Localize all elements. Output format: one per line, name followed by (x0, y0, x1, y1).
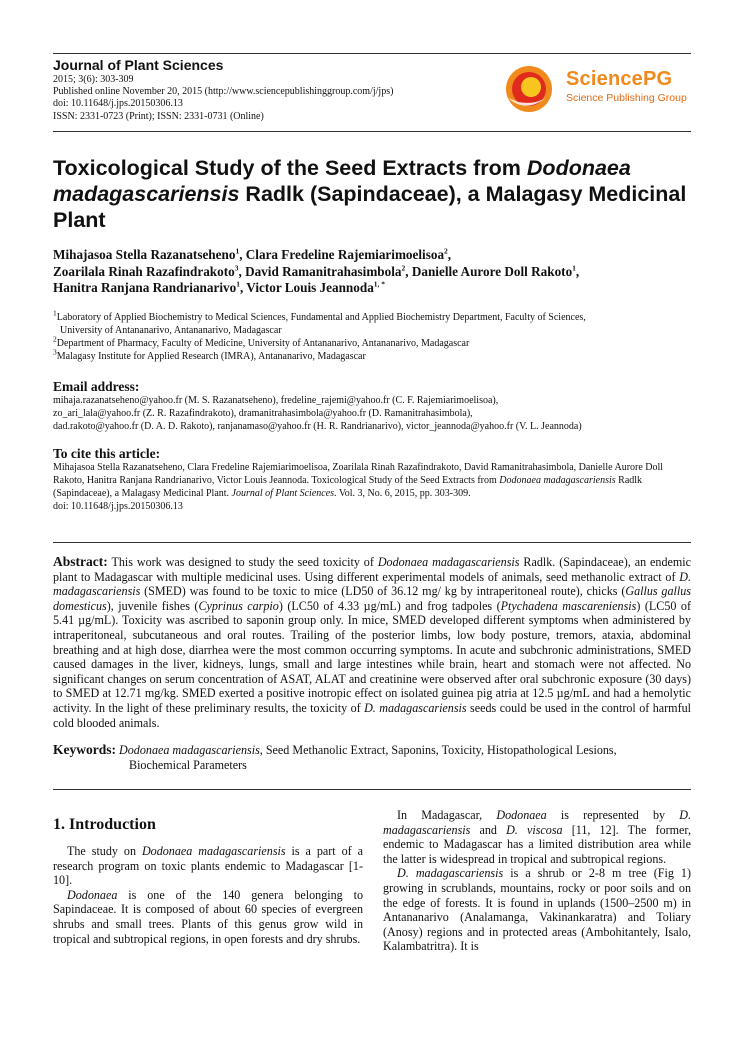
affiliation-number: 1 (53, 308, 57, 318)
keyword-list: , Seed Methanolic Extract, Saponins, Toxicity, Histopathological Lesions, (259, 743, 617, 757)
citation-text: Mihajasoa Stella Razanatseheno, Clara Fredeline Rajemiarimoelisoa, Zoarilala Rinah Razafindrakoto, David Ramanitrahasimbola, Danielle Aurore Doll Rakoto, Hanitra Ranjana Randrianarivo, Victor Louis Jeannoda. Toxicological Study of the Seed Extracts from Dodonaea madagascariensis Radlk (Sapindaceae), a Malagasy Medicinal Plant. Journal of Plant Sciences. Vol. 3, No. 6, 2015, pp. 303-309. (53, 462, 664, 499)
citation-doi: doi: 10.11648/j.jps.20150306.13 (53, 501, 183, 512)
citation-section (53, 446, 693, 513)
keyword-list-cont: Biochemical Parameters (129, 757, 247, 772)
author-separator: , (238, 263, 246, 279)
affiliation-text: Malagasy Institute for Applied Research (IMRA), Antananarivo, Madagascar (56, 351, 366, 362)
logo-subtitle: Science Publishing Group (566, 92, 687, 104)
header-bottom-rule (53, 131, 691, 132)
email-heading: Email address: (53, 379, 140, 394)
issn: ISSN: 2331-0723 (Print); ISSN: 2331-0731 (Online) (53, 110, 264, 122)
author: Victor Louis Jeannoda (246, 280, 374, 295)
author-list (53, 247, 693, 297)
affiliations (53, 308, 693, 363)
email-section (53, 379, 693, 433)
title-species: Dodonaea madagascariensis (53, 156, 631, 206)
intro-column-right (383, 808, 691, 954)
affiliation-number: 3 (53, 347, 57, 357)
author: Hanitra Ranjana Randrianarivo (53, 280, 237, 295)
intro-paragraph: Dodonaea is one of the 140 genera belonging to Sapindaceae. It is composed of about 60 species of evergreen shrubs and small trees. Plants of this genus grow wild in tropical and subtropical regions, in open forests and dry shrubs. (53, 887, 363, 946)
header-doi: doi: 10.11648/j.jps.20150306.13 (53, 98, 183, 110)
author-affiliation-mark: 2 (444, 246, 448, 256)
keywords-label: Keywords: (53, 742, 116, 757)
header-top-rule (53, 53, 691, 54)
affiliation-number: 2 (53, 334, 57, 344)
abstract-bottom-rule (53, 789, 691, 790)
title-text-end: Radlk (Sapindaceae), a Malagasy Medicinal Plant (53, 182, 687, 232)
journal-issue: 2015; 3(6): 303-309 (53, 74, 134, 85)
abstract-top-rule (53, 542, 691, 543)
intro-paragraph: In Madagascar, Dodonaea is represented by D. madagascariensis and D. viscosa [11, 12]. The former, endemic to Madagascar has a limited distribution area while the latter is widespread in tropical and subtropical regions. (383, 808, 691, 866)
email-line: dad.rakoto@yahoo.fr (D. A. D. Rakoto), ranjanamaso@yahoo.fr (H. R. Randrianarivo), victor_jeannoda@yahoo.fr (V. L. Jeannoda) (53, 421, 582, 432)
intro-heading: 1. Introduction (53, 816, 156, 833)
keyword-species: Dodonaea madagascariensis (119, 743, 260, 757)
sciencepg-logo-icon (500, 62, 560, 114)
journal-name: Journal of Plant Sciences (53, 57, 224, 73)
author-separator: , (239, 280, 247, 295)
author-separator: , (405, 263, 412, 279)
email-line: zo_ari_lala@yahoo.fr (Z. R. Razafindrakoto), dramanitrahasimbola@yahoo.fr (D. Ramanitrahasimbola), (53, 408, 473, 419)
author-affiliation-mark: 1 (572, 263, 576, 273)
sciencepg-logo (500, 62, 695, 114)
author: Zoarilala Rinah Razafindrakoto (53, 263, 235, 279)
author: Clara Fredeline Rajemiarimoelisoa (245, 247, 445, 262)
affiliation-text-cont: University of Antananarivo, Antananarivo, Madagascar (60, 325, 282, 336)
affiliation-text: Department of Pharmacy, Faculty of Medicine, University of Antananarivo, Antananarivo, Madagascar (56, 338, 470, 349)
author: Danielle Aurore Doll Rakoto (411, 263, 573, 279)
intro-paragraph: The study on Dodonaea madagascariensis is a part of a research program on toxic plants endemic to Madagascar [1-10]. (53, 844, 363, 888)
title-text: Toxicological Study of the Seed Extracts from (53, 156, 527, 180)
journal-header (53, 57, 493, 123)
author: David Ramanitrahasimbola (245, 263, 402, 279)
author-affiliation-mark: 1 (236, 279, 240, 289)
abstract-label: Abstract: (53, 554, 108, 569)
author: Mihajasoa Stella Razanatseheno (53, 247, 236, 262)
abstract: Abstract: This work was designed to study the seed toxicity of Dodonaea madagascariensis Radlk. (Sapindaceae), an endemic plant to Madagascar with multiple medicinal uses. Using different experimental models of animals, seed methanolic extract of D. madagascariensis (SMED) was found to be toxic to mice (LD50 of 36.12 mg/ kg by intraperitoneal route), chicks (Gallus gallus domesticus), juvenile fishes (Cyprinus carpio) (LC50 of 4.33 µg/mL) and frog tadpoles (Ptychadena mascareniensis) (LC50 of 5.41 µg/mL). Toxicity was ascribed to saponin group only. In mice, SMED developed different symptoms when administered by intraperitoneal, subcutaneous and oral routes. Trailing of the posterior limbs, low body posture, tremors, ataxia, abdominal breathing and at high dose, diarrhea were the most common occurring symptoms. In acute and subchronic administrations, SMED caused damages in the liver, kidneys, lungs, small and large intestines while brain, heart and stomach were not affected. No significant changes on serum concentration of ASAT, ALAT and creatinine were observed after oral subchronic exposure (30 days) to SMED at 12.71 mg/kg. SMED exerted a positive inotropic effect on isolated guinea pig atria at 12.5 µg/mL and had a hemolytic activity. In the light of these preliminary results, the toxicity of D. madagascariensis seeds could be used in the control of harmful cold blooded animals. (53, 554, 692, 730)
author-separator: , (447, 247, 452, 262)
logo-name: SciencePG (566, 68, 673, 90)
intro-paragraph: D. madagascariensis is a shrub or 2-8 m tree (Fig 1) growing in scrublands, mountains, rocky or poor soils and on the edge of forests. It is found in uplands (1500–2500 m) in Antananarivo (Analamanga, Vakinankaratra) and Toliary (Anosy) regions and in protected areas (Ambohitantely, Isalo, Kalambatritra). It is (383, 866, 692, 954)
author-affiliation-mark: 2 (401, 263, 406, 273)
author-affiliation-mark: 3 (234, 263, 239, 273)
keywords (53, 743, 691, 772)
author-separator: , (239, 247, 246, 262)
email-line: mihaja.razanatseheno@yahoo.fr (M. S. Razanatseheno), fredeline_rajemi@yahoo.fr (C. F. Rajemiarimoelisoa), (53, 395, 499, 406)
citation-heading: To cite this article: (53, 446, 161, 461)
author-separator: , (575, 263, 580, 279)
author-affiliation-mark: 1 (235, 246, 240, 256)
article-title (53, 155, 693, 233)
author-affiliation-mark: 1, * (373, 279, 386, 289)
publication-date: Published online November 20, 2015 (http://www.sciencepublishinggroup.com/j/jps) (53, 86, 394, 98)
affiliation-text: Laboratory of Applied Biochemistry to Medical Sciences, Fundamental and Applied Biochemistry Department, Faculty of Sciences, (56, 312, 586, 323)
intro-column-left (53, 816, 363, 946)
